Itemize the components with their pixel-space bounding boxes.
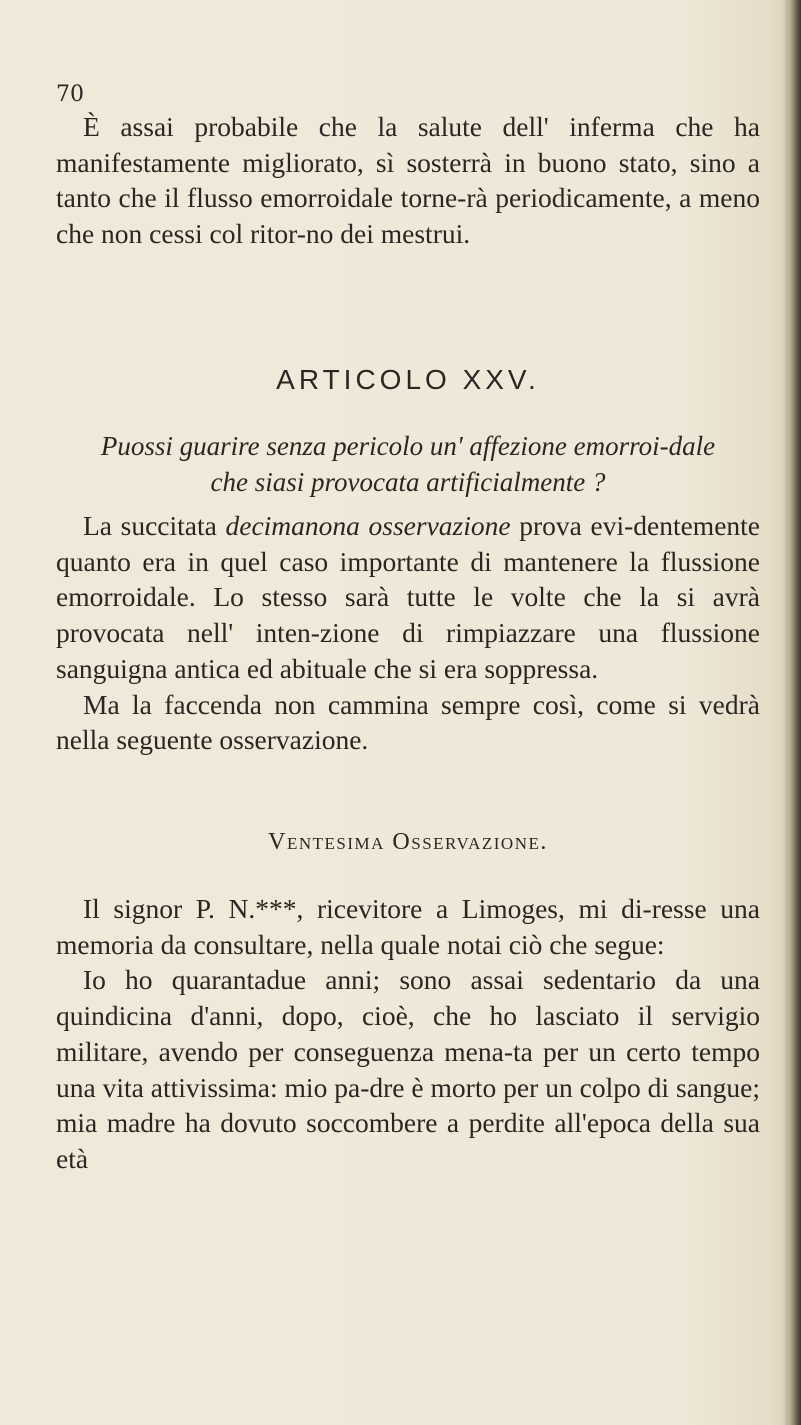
paragraph-2-start: La succitata <box>83 510 226 541</box>
paragraph-2-italic: decimanona osservazione <box>225 510 511 541</box>
paragraph-3: Ma la faccenda non cammina sempre così, come si vedrà nella seguente osservazione. <box>56 688 760 756</box>
paragraph-2 <box>56 508 760 687</box>
paragraph-2-end: prova evi-dentemente quanto era in quel caso importante di mantenere la flussione emorroidale. Lo stesso sarà tutte le volte che la si avrà provocata nell' inten-zione di rimpiazzare una flussione sanguigna antica ed abituale che si era soppressa. <box>56 510 760 684</box>
paragraph-continuation <box>56 109 760 252</box>
observation-body <box>56 891 760 1177</box>
page-number: 70 <box>56 82 84 107</box>
observation-heading: Ventesima Osservazione. <box>268 829 548 855</box>
article-question: Puossi guarire senza pericolo un' affezione emorroi-dale che siasi provocata artificialmente ? <box>100 431 716 497</box>
paragraph-5: Io ho quarantadue anni; sono assai sedentario da una quindicina d'anni, dopo, cioè, che ho lasciato il servigio militare, avendo per conseguenza mena-ta per un certo tempo una vita attivissima: mio pa-dre è morto per un colpo di sangue; mia madre ha dovuto soccombere a perdite all'epoca della sua età <box>56 964 760 1174</box>
article-body <box>56 508 760 758</box>
paragraph-4: Il signor P. N.***, ricevitore a Limoges, mi di-resse una memoria da consultare, nella quale notai ciò che segue: <box>56 893 760 960</box>
article-heading: ARTICOLO XXV. <box>276 364 540 395</box>
paragraph-1: È assai probabile che la salute dell' inferma che ha manifestamente migliorato, sì sosterrà in buono stato, sino a tanto che il flusso emorroidale torne-rà periodicamente, a meno che non cessi col ritor-no dei mestrui. <box>56 111 760 250</box>
book-spine <box>785 0 801 1425</box>
